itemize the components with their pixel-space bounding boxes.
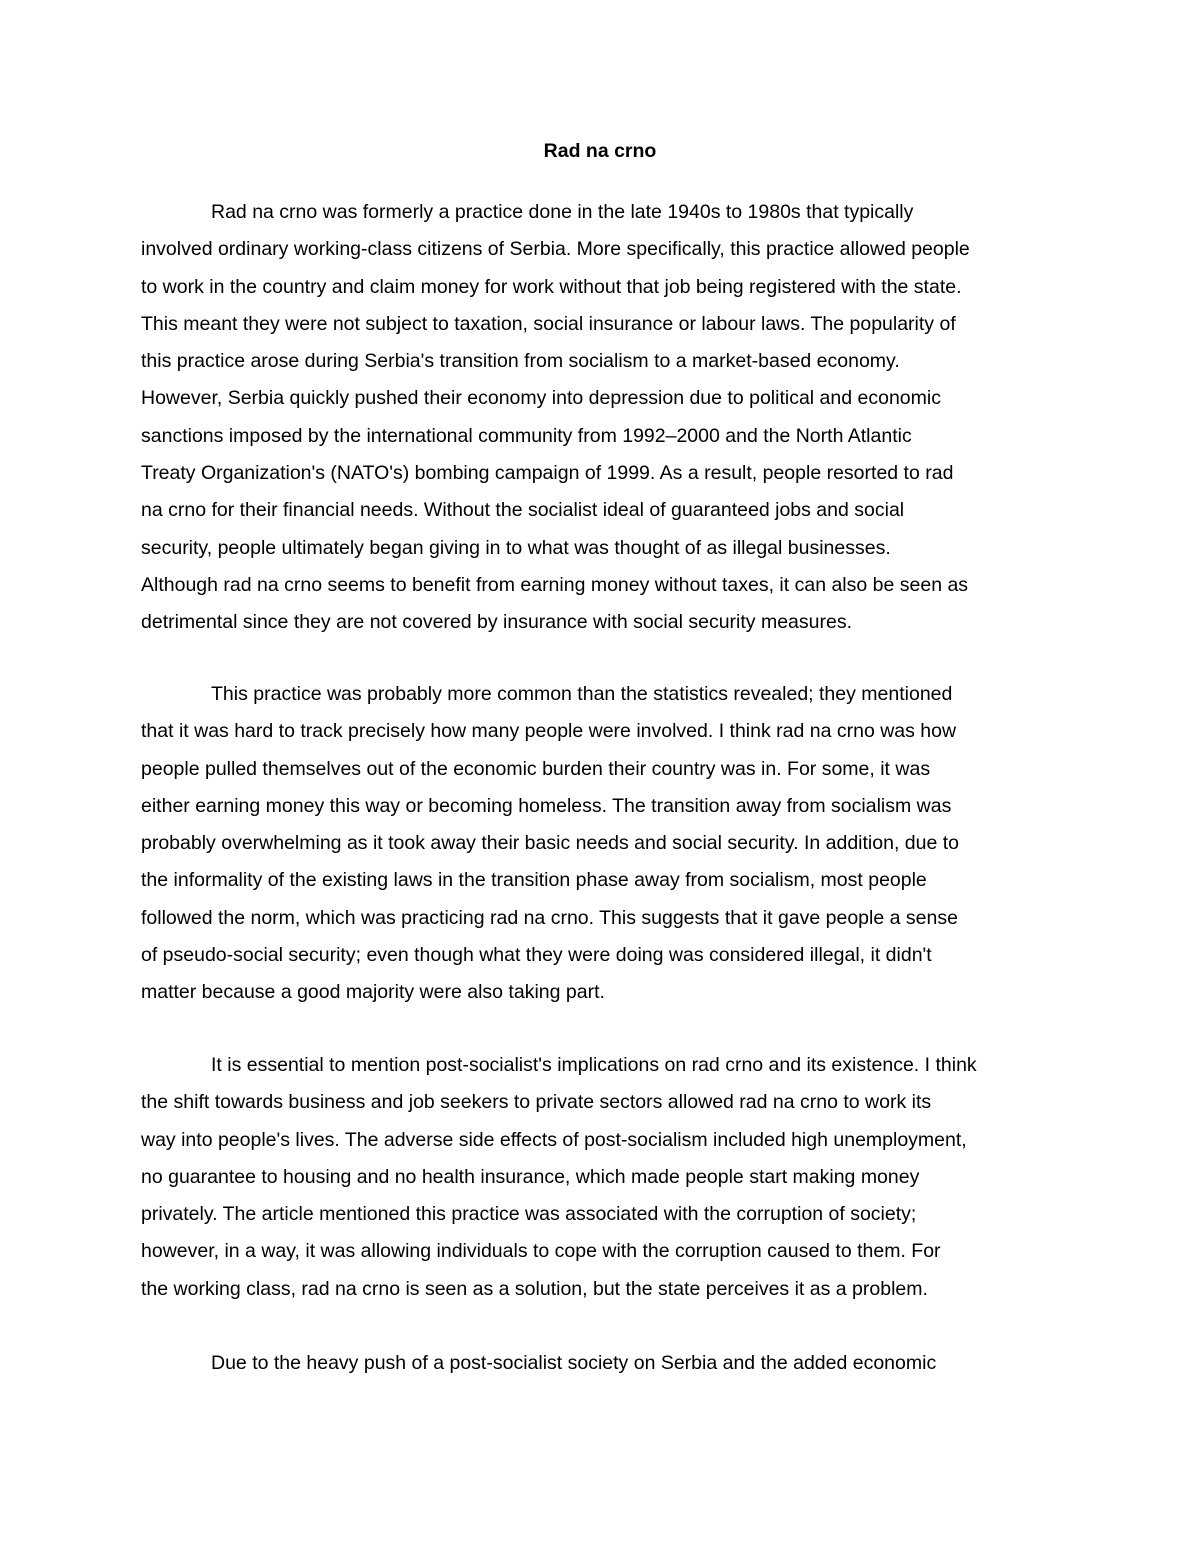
paragraph-line: na crno for their financial needs. Without the socialist ideal of guaranteed jobs and social bbox=[141, 499, 905, 522]
paragraph-line: to work in the country and claim money for work without that job being registered with the state. bbox=[141, 275, 962, 298]
paragraph-line: either earning money this way or becoming homeless. The transition away from socialism was bbox=[141, 794, 952, 817]
paragraph-line: Treaty Organization's (NATO's) bombing campaign of 1999. As a result, people resorted to rad bbox=[141, 462, 954, 485]
paragraph-line: matter because a good majority were also taking part. bbox=[141, 981, 605, 1004]
paragraph-line: Rad na crno was formerly a practice done in the late 1940s to 1980s that typically bbox=[211, 201, 914, 223]
paragraph-line: This practice was probably more common than the statistics revealed; they mentioned bbox=[211, 683, 953, 705]
paragraph-line: followed the norm, which was practicing rad na crno. This suggests that it gave people a sense bbox=[141, 906, 958, 929]
paragraph-line: the informality of the existing laws in the transition phase away from socialism, most people bbox=[141, 869, 927, 892]
paragraph-line: people pulled themselves out of the economic burden their country was in. For some, it was bbox=[141, 757, 931, 780]
paragraph-line: the shift towards business and job seekers to private sectors allowed rad na crno to work its bbox=[141, 1091, 932, 1114]
paragraph-line: sanctions imposed by the international community from 1992–2000 and the North Atlantic bbox=[141, 424, 912, 447]
paragraph-line: privately. The article mentioned this practice was associated with the corruption of society; bbox=[141, 1203, 917, 1226]
paragraph-line: no guarantee to housing and no health insurance, which made people start making money bbox=[141, 1165, 920, 1188]
paragraph-line: of pseudo-social security; even though what they were doing was considered illegal, it didn't bbox=[141, 944, 932, 967]
paragraph-2 bbox=[141, 676, 1063, 1012]
paragraph-line: Due to the heavy push of a post-socialist society on Serbia and the added economic bbox=[211, 1352, 937, 1374]
paragraph-line: detrimental since they are not covered by insurance with social security measures. bbox=[141, 611, 852, 634]
paragraph-4 bbox=[141, 1345, 1063, 1382]
paragraph-line: This meant they were not subject to taxation, social insurance or labour laws. The popularity of bbox=[141, 312, 956, 335]
paragraph-1 bbox=[141, 194, 1063, 642]
paragraph-line: this practice arose during Serbia's transition from socialism to a market-based economy. bbox=[141, 350, 900, 373]
paragraph-line: that it was hard to track precisely how many people were involved. I think rad na crno was how bbox=[141, 720, 957, 743]
paragraph-line: Although rad na crno seems to benefit from earning money without taxes, it can also be seen as bbox=[141, 573, 969, 596]
paragraph-line: however, in a way, it was allowing individuals to cope with the corruption caused to them. For bbox=[141, 1240, 941, 1263]
paragraph-line: the working class, rad na crno is seen as a solution, but the state perceives it as a problem. bbox=[141, 1277, 928, 1300]
paragraph-3 bbox=[141, 1047, 1063, 1308]
paragraph-line: involved ordinary working-class citizens of Serbia. More specifically, this practice allowed people bbox=[141, 238, 970, 261]
paragraph-line: However, Serbia quickly pushed their economy into depression due to political and economic bbox=[141, 387, 941, 410]
paragraph-line: way into people's lives. The adverse side effects of post-socialism included high unemployment, bbox=[141, 1128, 967, 1151]
paragraph-line: probably overwhelming as it took away their basic needs and social security. In addition, due to bbox=[141, 832, 960, 855]
paragraph-line: security, people ultimately began giving in to what was thought of as illegal businesses. bbox=[141, 536, 891, 559]
document-title: Rad na crno bbox=[543, 140, 657, 162]
paragraph-line: It is essential to mention post-socialist's implications on rad crno and its existence. I think bbox=[211, 1054, 977, 1076]
